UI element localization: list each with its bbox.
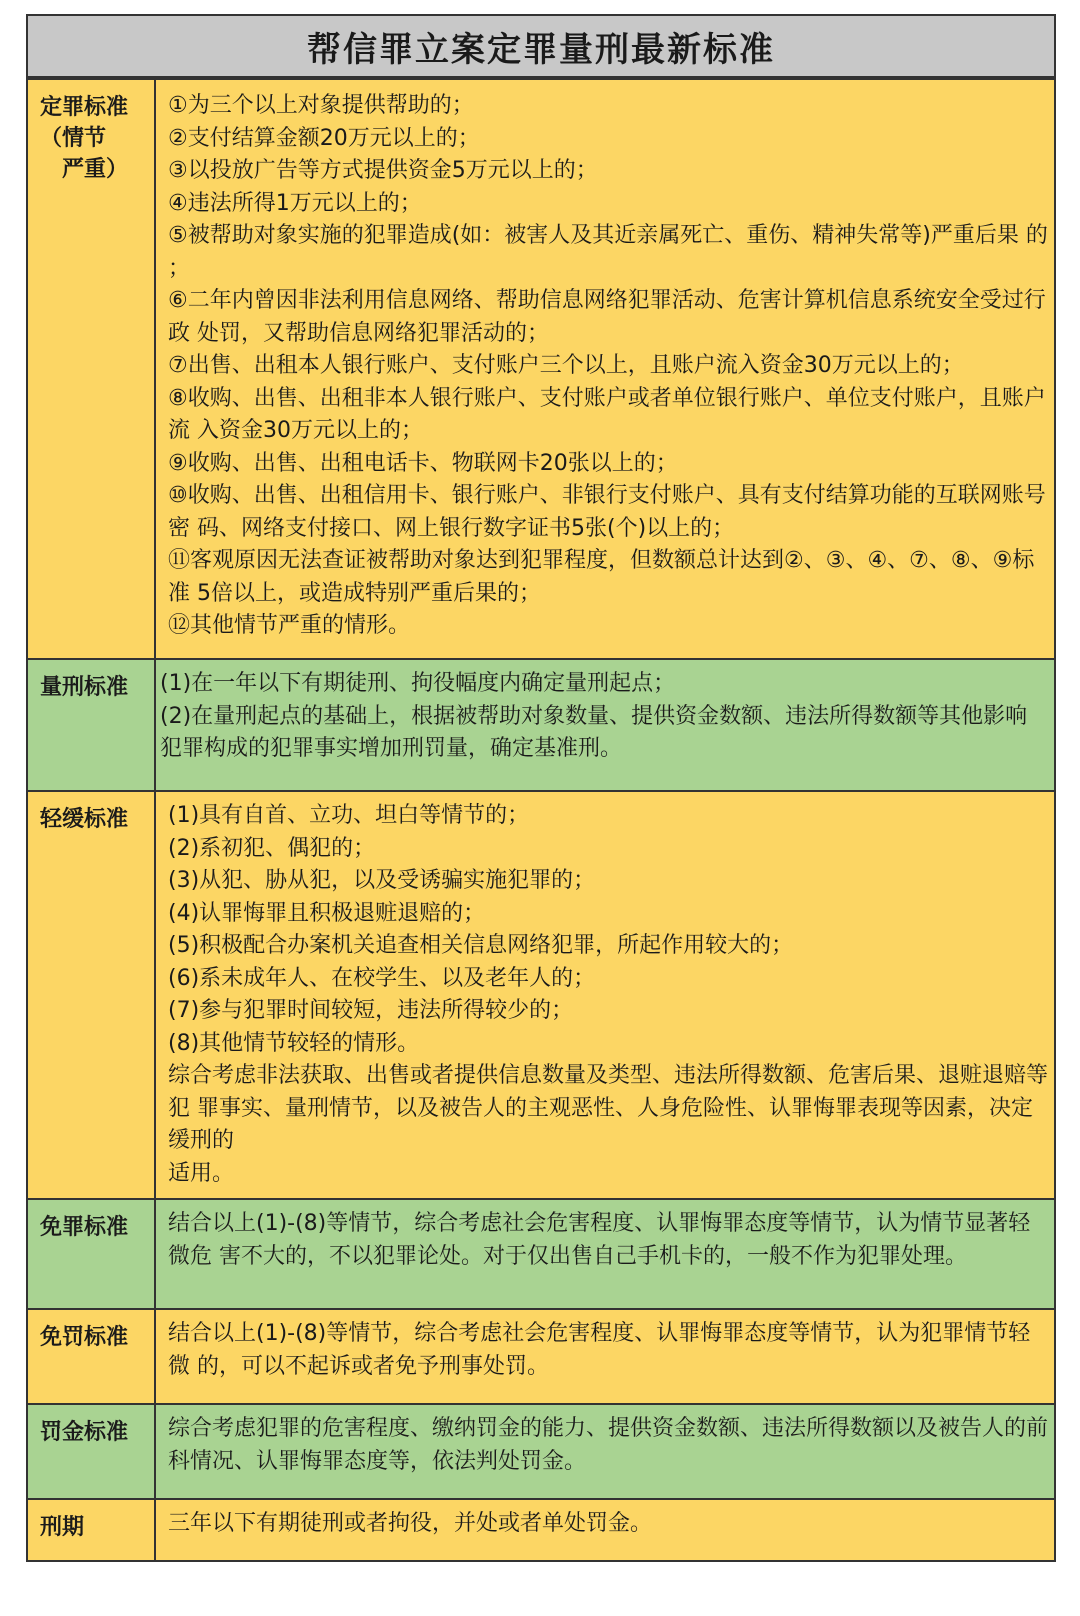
list-item: ⑤被帮助对象实施的犯罪造成(如：被害人及其近亲属死亡、重伤、精神失常等)严重后果 的 ； bbox=[168, 223, 1048, 281]
list-item: 综合考虑犯罪的危害程度、缴纳罚金的能力、提供资金数额、违法所得数额以及被告人的前 科情况、认罪悔罪态度等，依法判处罚金。 bbox=[168, 1416, 1049, 1474]
section-exemption-penalty bbox=[27, 1309, 1055, 1404]
page-title: 帮信罪立案定罪量刑最新标准 bbox=[26, 14, 1056, 78]
section-content bbox=[155, 1404, 1055, 1499]
section-content bbox=[155, 791, 1055, 1199]
section-label: 免罚标准 bbox=[27, 1309, 155, 1404]
list-item: (1)在一年以下有期徒刑、拘役幅度内确定量刑起点； bbox=[160, 671, 676, 696]
list-item: (5)积极配合办案机关追查相关信息网络犯罪，所起作用较大的； bbox=[168, 933, 794, 958]
section-leniency bbox=[27, 791, 1055, 1199]
section-fine bbox=[27, 1404, 1055, 1499]
list-item: (7)参与犯罪时间较短，违法所得较少的； bbox=[168, 998, 574, 1023]
list-item: (1)具有自首、立功、坦白等情节的； bbox=[168, 803, 530, 828]
section-exemption-crime bbox=[27, 1199, 1055, 1309]
list-item: 综合考虑非法获取、出售或者提供信息数量及类型、违法所得数额、危害后果、退赃退赔等犯 罪事实、量刑情节，以及被告人的主观恶性、人身危险性、认罪悔罪表现等因素，决定缓刑的 bbox=[168, 1063, 1049, 1153]
list-item: ④违法所得1万元以上的； bbox=[168, 190, 422, 216]
section-content bbox=[155, 79, 1055, 659]
list-item: 结合以上(1)-(8)等情节，综合考虑社会危害程度、认罪悔罪态度等情节，认为犯罪情节轻微 的，可以不起诉或者免予刑事处罚。 bbox=[168, 1321, 1031, 1379]
section-label: 免罪标准 bbox=[27, 1199, 155, 1309]
list-item: (6)系未成年人、在校学生、以及老年人的； bbox=[168, 965, 596, 991]
list-item: ⑧收购、出售、出租非本人银行账户、支付账户或者单位银行账户、单位支付账户，且账户流 入资金30万元以上的； bbox=[168, 385, 1046, 443]
list-item: (2)系初犯、偶犯的； bbox=[168, 835, 376, 861]
section-term bbox=[27, 1499, 1055, 1561]
list-item: 结合以上(1)-(8)等情节，综合考虑社会危害程度、认罪悔罪态度等情节，认为情节显著轻微危 害不大的，不以犯罪论处。对于仅出售自己手机卡的，一般不作为犯罪处理。 bbox=[168, 1211, 1031, 1269]
list-item: ⑨收购、出售、出租电话卡、物联网卡20张以上的； bbox=[168, 450, 678, 476]
section-content bbox=[155, 1199, 1055, 1309]
list-item: 三年以下有期徒刑或者拘役，并处或者单处罚金。 bbox=[168, 1511, 653, 1536]
list-item: ③以投放广告等方式提供资金5万元以上的； bbox=[168, 158, 598, 183]
section-content bbox=[155, 1499, 1055, 1561]
list-item: 适用。 bbox=[168, 1160, 235, 1186]
list-item: (2)在量刑起点的基础上，根据被帮助对象数量、提供资金数额、违法所得数额等其他影响犯罪构成的犯罪事实增加刑罚量，确定基准刑。 bbox=[160, 703, 1028, 761]
list-item: (8)其他情节较轻的情形。 bbox=[168, 1030, 420, 1056]
list-item: ⑪客观原因无法查证被帮助对象达到犯罪程度，但数额总计达到②、③、④、⑦、⑧、⑨标准 5倍以上，或造成特别严重后果的； bbox=[168, 548, 1035, 606]
section-content bbox=[155, 1309, 1055, 1404]
list-item: ⑫其他情节严重的情形。 bbox=[168, 613, 411, 638]
list-item: ⑦出售、出租本人银行账户、支付账户三个以上，且账户流入资金30万元以上的； bbox=[168, 353, 964, 378]
list-item: ②支付结算金额20万元以上的； bbox=[168, 125, 480, 151]
section-conviction bbox=[27, 79, 1055, 659]
list-item: ⑩收购、出售、出租信用卡、银行账户、非银行支付账户、具有支付结算功能的互联网账号密 码、网络支付接口、网上银行数字证书5张(个)以上的； bbox=[168, 483, 1046, 541]
section-label: 定罪标准 （情节 严重） bbox=[27, 79, 155, 659]
list-item: ⑥二年内曾因非法利用信息网络、帮助信息网络犯罪活动、危害计算机信息系统安全受过行政 处罚，又帮助信息网络犯罪活动的； bbox=[168, 288, 1046, 346]
standards-table bbox=[26, 78, 1056, 1562]
list-item: (3)从犯、胁从犯，以及受诱骗实施犯罪的； bbox=[168, 868, 596, 893]
document bbox=[26, 14, 1056, 1562]
section-label: 轻缓标准 bbox=[27, 791, 155, 1199]
section-label: 量刑标准 bbox=[27, 659, 155, 791]
list-item: (4)认罪悔罪且积极退赃退赔的； bbox=[168, 900, 486, 926]
section-sentencing bbox=[27, 659, 1055, 791]
list-item: ①为三个以上对象提供帮助的； bbox=[168, 93, 474, 118]
section-label: 刑期 bbox=[27, 1499, 155, 1561]
section-content bbox=[155, 659, 1055, 791]
section-label: 罚金标准 bbox=[27, 1404, 155, 1499]
